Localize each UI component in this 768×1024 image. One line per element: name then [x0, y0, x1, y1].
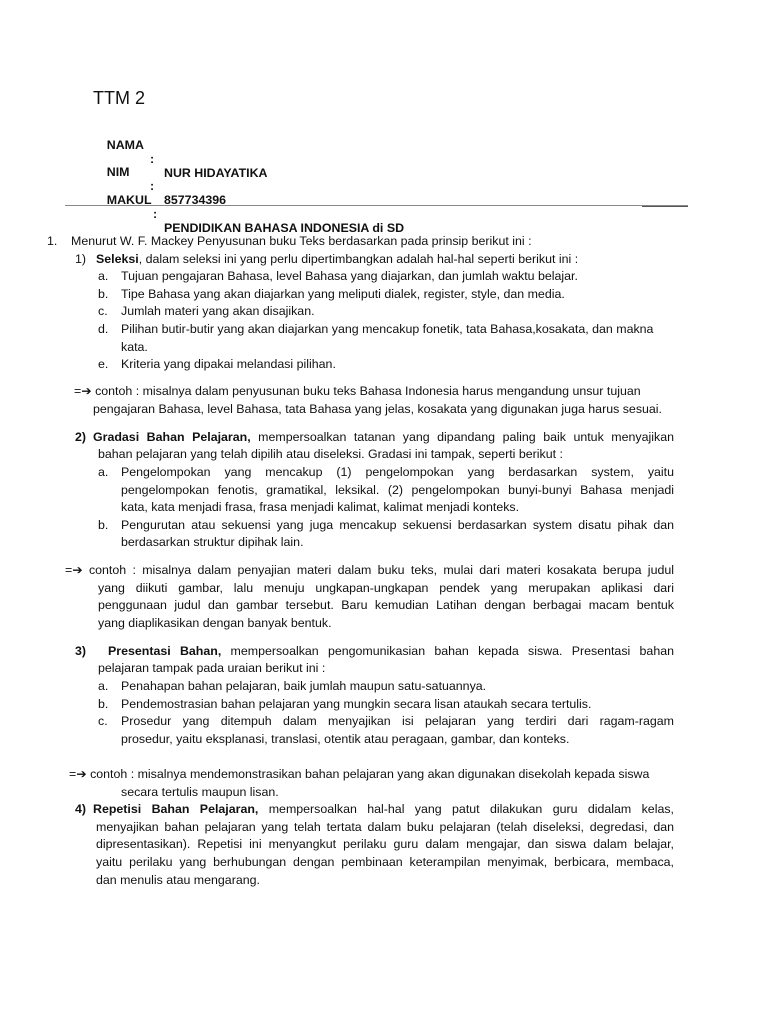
s4-line4: yaitu perilaku yang berhubungan dengan pembinaan keterampilan menyimak, berbicara, membaca, [96, 855, 674, 869]
s1-number: 1) [75, 252, 87, 266]
s3-example-line1: =➔ contoh : misalnya mendemonstrasikan bahan pelajaran yang akan digunakan disekolah kepada siswa [69, 767, 650, 781]
arrow-right-icon: ➔ [81, 384, 92, 398]
s2-example-line4: yang diaplikasikan dengan banyak bentuk. [98, 616, 332, 630]
s2-example-line2: yang diikuti gambar, lalu menuju ungkapan-ungkapan pendek yang merupakan aplikasi dari [98, 581, 674, 595]
s1-item-e: Kriteria yang dipakai melandasi pilihan. [121, 357, 336, 371]
s3-item-a: Penahapan bahan pelajaran, baik jumlah maupun satu-satuannya. [121, 679, 487, 693]
header-divider-accent [642, 206, 688, 207]
s1-example [74, 383, 641, 399]
s3-line1: Presentasi Bahan, mempersoalkan pengomunikasian bahan kepada siswa. Presentasi bahan [108, 644, 674, 658]
arrow-right-icon: ➔ [72, 563, 83, 577]
s2-item-b-line1: Pengurutan atau sekuensi yang juga mencakup sekuensi berdasarkan system disatu pihak dan [121, 518, 674, 532]
nim-label: NIM [106, 165, 130, 179]
nama-value: NUR HIDAYATIKA [164, 166, 268, 180]
s2-example-line3: penggunaan judul dan gambar tersebut. Baru kemudian Latihan dengan berbagai macam bentuk [98, 598, 674, 612]
s3-number: 3) [75, 644, 87, 658]
makul-label: MAKUL [106, 193, 152, 207]
s1-item-b: Tipe Bahasa yang akan diajarkan yang meliputi dialek, register, style, dan media. [121, 287, 565, 301]
nama-label: NAMA [106, 138, 144, 152]
s1-item-a-marker: a. [98, 269, 109, 283]
makul-colon: : [153, 207, 158, 221]
s1-item-b-marker: b. [98, 287, 109, 301]
s1-intro: , dalam seleksi ini yang perlu dipertimbangkan adalah hal-hal seperti berikut ini : [138, 252, 579, 266]
s3-item-c-marker: c. [98, 714, 108, 728]
nim-value: 857734396 [164, 193, 227, 207]
nim-colon: : [150, 179, 155, 193]
document-title: TTM 2 [93, 88, 145, 108]
nama-colon: : [150, 152, 155, 166]
example-prefix: = [69, 767, 77, 781]
s1-item-c-marker: c. [98, 304, 108, 318]
s4-title: Repetisi Bahan Pelajaran, [93, 802, 259, 816]
s1-item-d: Pilihan butir-butir yang akan diajarkan yang mencakup fonetik, tata Bahasa,kosakata, dan makna [121, 322, 654, 336]
s2-item-a-marker: a. [98, 465, 109, 479]
s2-item-a-line1: Pengelompokan yang mencakup (1) pengelompokan yang berdasarkan system, yaitu [121, 465, 674, 479]
s1-heading [96, 251, 578, 267]
s2-line1-text: mempersoalkan tatanan yang dipandang paling baik untuk menyajikan [250, 430, 674, 444]
s2-item-b-marker: b. [98, 518, 109, 532]
s4-line1: Repetisi Bahan Pelajaran, mempersoalkan hal-hal yang patut dilakukan guru didalam kelas, [93, 802, 674, 816]
q1-text: Menurut W. F. Mackey Penyusunan buku Teks berdasarkan pada prinsip berikut ini : [71, 234, 532, 248]
example-prefix: = [65, 563, 73, 577]
example-prefix: = [74, 384, 82, 398]
q1-number: 1. [47, 234, 58, 248]
s2-example-line1: =➔ contoh : misalnya dalam penyajian materi dalam buku teks, mulai dari materi kosakata berupa judul [65, 563, 674, 577]
s1-item-c: Jumlah materi yang akan disajikan. [121, 304, 315, 318]
arrow-right-icon: ➔ [76, 767, 87, 781]
s1-item-e-marker: e. [98, 357, 109, 371]
s4-line5: dan menulis atau mengarang. [96, 873, 260, 887]
s2-item-b-line2: berdasarkan struktur dipihak lain. [121, 535, 304, 549]
s1-item-d-cont: kata. [121, 340, 148, 354]
s2-title: Gradasi Bahan Pelajaran, [93, 430, 251, 444]
s1-example-line1: contoh : misalnya dalam penyusunan buku teks Bahasa Indonesia harus mengandung unsur tujuan [91, 384, 641, 398]
s4-line2: menyajikan bahan pelajaran yang telah tertata dalam buku pelajaran (telah diseleksi, degredasi, dan [96, 820, 674, 834]
s1-example-line2: pengajaran Bahasa, level Bahasa, tata Bahasa yang jelas, kosakata yang digunakan juga harus sesuai. [93, 402, 662, 416]
s2-item-a-line3: kata, kata menjadi frasa, frasa menjadi kalimat, kalimat menjadi konteks. [121, 500, 520, 514]
s3-item-b-marker: b. [98, 697, 109, 711]
s4-line3: dipresentasikan). Repetisi ini menyangkut perilaku guru dalam mengajar, dan siswa dalam belajar, [96, 837, 674, 851]
s2-item-a-line2: pengelompokan fenotis, gramatikal, leksikal. (2) pengelompokan bunyi-bunyi Bahasa menjadi [121, 483, 674, 497]
s1-item-a: Tujuan pengajaran Bahasa, level Bahasa yang diajarkan, dan jumlah waktu belajar. [121, 269, 578, 283]
s2-number: 2) [75, 430, 87, 444]
header-divider [65, 205, 688, 206]
s3-item-c-line1: Prosedur yang ditempuh dalam menyajikan isi pelajaran yang terdiri dari ragam-ragam [121, 714, 674, 728]
s4-number: 4) [75, 802, 87, 816]
s1-title: Seleksi [96, 252, 139, 266]
makul-value: PENDIDIKAN BAHASA INDONESIA di SD [164, 221, 405, 235]
s3-example-line2: secara tertulis maupun lisan. [121, 785, 279, 799]
s2-line2: bahan pelajaran yang telah dipilih atau diseleksi. Gradasi ini tampak, seperti berikut : [98, 447, 563, 461]
s3-item-b: Pendemostrasian bahan pelajaran yang mungkin secara lisan ataukah secara tertulis. [121, 697, 592, 711]
s3-title: Presentasi Bahan, [108, 644, 222, 658]
s2-line1 [93, 429, 674, 445]
s3-item-a-marker: a. [98, 679, 109, 693]
s1-item-d-marker: d. [98, 322, 109, 336]
s3-item-c-line2: prosedur, yaitu eksplanasi, translasi, otentik atau peragaan, gambar, dan konteks. [121, 732, 570, 746]
s3-line2: pelajaran tampak pada uraian berikut ini : [98, 661, 326, 675]
